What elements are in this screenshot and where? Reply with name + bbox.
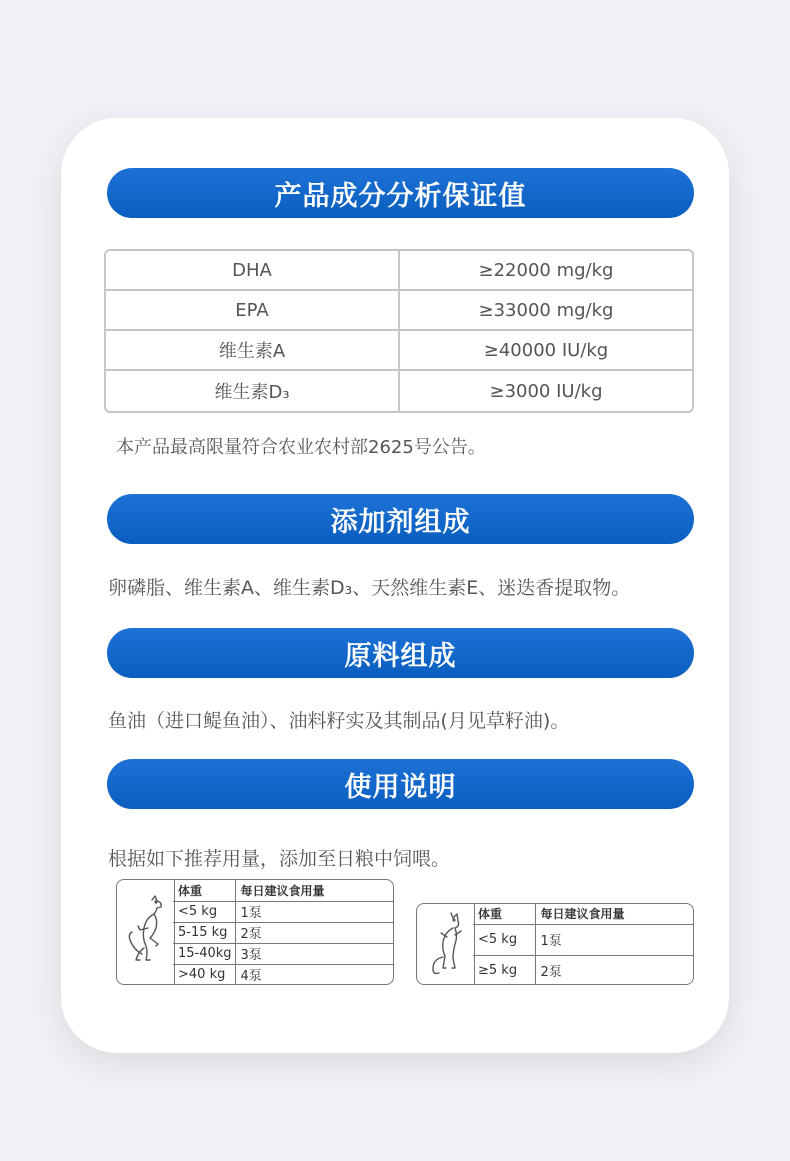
raw-title-banner: [107, 628, 694, 678]
table-row: [106, 251, 692, 291]
dog-dosage-grid: [173, 880, 393, 985]
nutrient-value: ≥40000 IU/kg: [400, 331, 692, 371]
table-row: [173, 943, 393, 964]
nutrient-name: DHA: [106, 251, 400, 291]
nutrient-name: 维生素A: [106, 331, 400, 371]
analysis-note: 本产品最高限量符合农业农村部2625号公告。: [116, 437, 486, 458]
additive-title: 添加剂组成: [330, 506, 471, 538]
dose-cell: 2泵: [235, 922, 393, 943]
cat-icon: [417, 904, 475, 984]
table-row: [173, 880, 393, 901]
weight-cell: 15-40kg: [173, 943, 235, 964]
raw-title: 原料组成: [344, 640, 457, 672]
dose-cell: 1泵: [235, 901, 393, 922]
additive-text: 卵磷脂、维生素A、维生素D₃、天然维生素E、迷迭香提取物。: [108, 577, 631, 599]
table-row: [473, 904, 693, 924]
usage-title-banner: [107, 759, 694, 809]
table-row: [173, 922, 393, 943]
table-row: [173, 964, 393, 985]
analysis-table: [104, 249, 694, 413]
dose-header: 每日建议食用量: [235, 880, 393, 901]
dose-cell: 4泵: [240, 969, 262, 985]
table-row: [106, 291, 692, 331]
nutrient-name: EPA: [106, 291, 400, 331]
nutrient-value: ≥3000 IU/kg: [489, 380, 603, 402]
weight-cell: <5 kg: [473, 924, 535, 955]
table-row: [106, 331, 692, 371]
analysis-title-banner: [107, 168, 694, 218]
weight-cell: >40 kg: [173, 964, 235, 985]
usage-title: 使用说明: [344, 771, 457, 803]
table-row: [473, 955, 693, 985]
weight-header: 体重: [473, 904, 535, 924]
weight-cell: <5 kg: [173, 901, 235, 922]
cat-dosage-table: [416, 903, 694, 985]
dose-cell: 1泵: [535, 924, 693, 955]
table-row: [473, 924, 693, 955]
additive-title-banner: [107, 494, 694, 544]
nutrient-value: ≥33000 mg/kg: [400, 291, 692, 331]
weight-header: 体重: [173, 880, 235, 901]
raw-text: 鱼油（进口鳀鱼油）、油料籽实及其制品(月见草籽油)。: [108, 710, 570, 732]
analysis-title: 产品成分分析保证值: [274, 180, 527, 212]
weight-cell: 5-15 kg: [173, 922, 235, 943]
dog-dosage-table: [116, 879, 394, 985]
nutrient-name: 维生素D₃: [106, 371, 400, 411]
dose-header: 每日建议食用量: [535, 904, 693, 924]
table-row: [173, 901, 393, 922]
usage-text: 根据如下推荐用量，添加至日粮中饲喂。: [108, 848, 451, 870]
dose-cell: 3泵: [235, 943, 393, 964]
weight-cell: ≥5 kg: [473, 955, 535, 985]
dose-cell: 2泵: [540, 965, 562, 981]
cat-dosage-grid: [473, 904, 693, 985]
table-row: [106, 371, 692, 411]
nutrient-value: ≥22000 mg/kg: [400, 251, 692, 291]
dog-icon: [117, 880, 175, 984]
